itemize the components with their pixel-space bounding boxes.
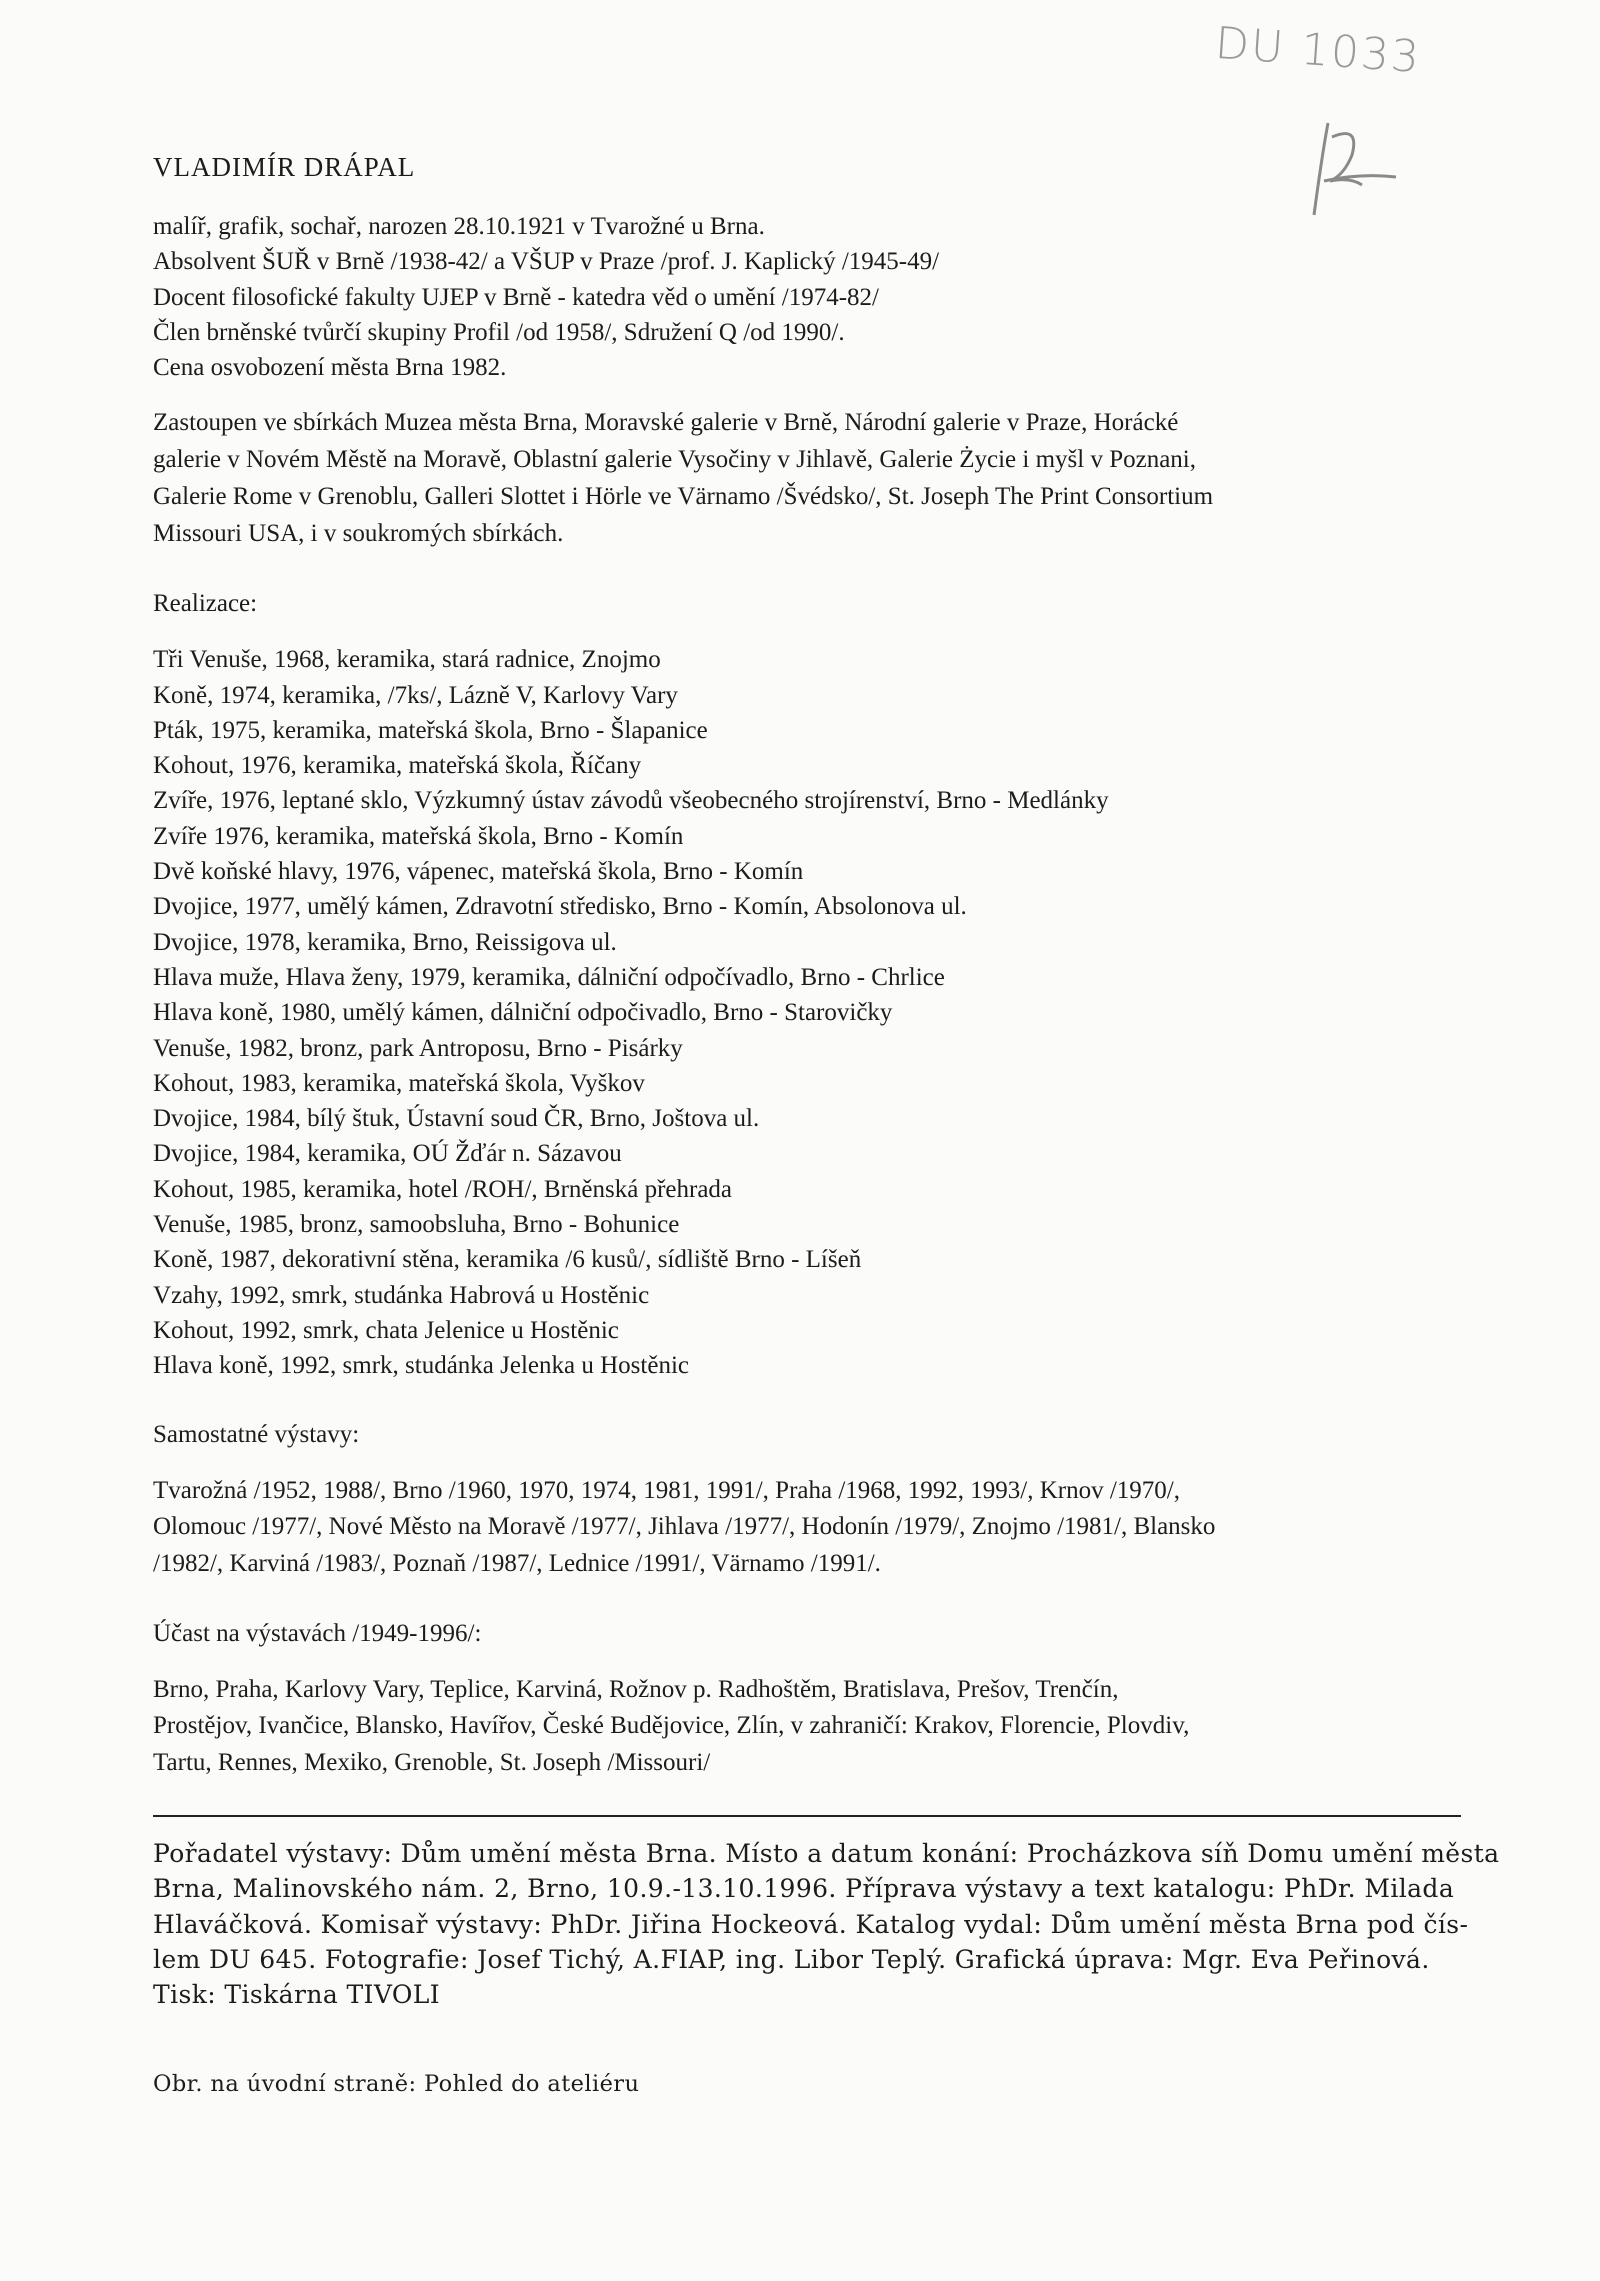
group-exhibitions-line: Brno, Praha, Karlovy Vary, Teplice, Karviná, Rožnov p. Radhoštěm, Bratislava, Prešov, Trenčín, bbox=[153, 1675, 1119, 1703]
realization-item: Kohout, 1992, smrk, chata Jelenice u Hostěnic bbox=[153, 1316, 619, 1344]
cover-image-note: Obr. na úvodní straně: Pohled do ateliéru bbox=[153, 2071, 640, 2097]
realization-item: Tři Venuše, 1968, keramika, stará radnice, Znojmo bbox=[153, 646, 661, 674]
realization-item: Dvojice, 1984, bílý štuk, Ústavní soud ČR, Brno, Joštova ul. bbox=[153, 1105, 760, 1133]
realizations-heading: Realizace: bbox=[153, 590, 258, 618]
realization-item: Dvojice, 1977, umělý kámen, Zdravotní středisko, Brno - Komín, Absolonova ul. bbox=[153, 893, 967, 921]
bio-line: Docent filosofické fakulty UJEP v Brně - katedra věd o umění /1974-82/ bbox=[153, 283, 879, 311]
group-exhibitions-line: Prostějov, Ivančice, Blansko, Havířov, České Budějovice, Zlín, v zahraničí: Krakov, Florencie, Plovdiv, bbox=[153, 1712, 1190, 1740]
solo-exhibitions-paragraph bbox=[153, 1473, 1473, 1583]
solo-exhibitions-heading: Samostatné výstavy: bbox=[153, 1420, 360, 1448]
collections-paragraph bbox=[153, 405, 1473, 552]
group-exhibitions-heading: Účast na výstavách /1949-1996/: bbox=[153, 1619, 482, 1647]
credits-line: lem DU 645. Fotografie: Josef Tichý, A.FIAP, ing. Libor Teplý. Grafická úprava: Mgr. Eva Peřinová. bbox=[153, 1944, 1430, 1974]
bio-line: Absolvent ŠUŘ v Brně /1938-42/ a VŠUP v Praze /prof. J. Kaplický /1945-49/ bbox=[153, 248, 940, 276]
realization-item: Venuše, 1985, bronz, samoobsluha, Brno - Bohunice bbox=[153, 1211, 680, 1239]
realization-item: Hlava koně, 1992, smrk, studánka Jelenka u Hostěnic bbox=[153, 1352, 689, 1380]
collections-line: galerie v Novém Městě na Moravě, Oblastní galerie Vysočiny v Jihlavě, Galerie Życie i myšl v Poznani, bbox=[153, 446, 1197, 474]
credits-line: Brna, Malinovského nám. 2, Brno, 10.9.-13.10.1996. Příprava výstavy a text katalogu: PhDr. Milada bbox=[153, 1874, 1455, 1904]
archive-number-mark: DU 1033 bbox=[1213, 17, 1423, 84]
realization-item: Koně, 1974, keramika, /7ks/, Lázně V, Karlovy Vary bbox=[153, 681, 678, 709]
solo-exhibitions-line: /1982/, Karviná /1983/, Poznaň /1987/, Lednice /1991/, Värnamo /1991/. bbox=[153, 1549, 881, 1577]
collections-line: Galerie Rome v Grenoblu, Galleri Slottet i Hörle ve Värnamo /Švédsko/, St. Joseph The Print Consortium bbox=[153, 482, 1214, 510]
realization-item: Hlava muže, Hlava ženy, 1979, keramika, dálniční odpočívadlo, Brno - Chrlice bbox=[153, 963, 945, 991]
exhibition-credits bbox=[153, 1836, 1500, 2012]
realization-item: Dvojice, 1984, keramika, OÚ Žďár n. Sázavou bbox=[153, 1140, 622, 1168]
realization-item: Kohout, 1983, keramika, mateřská škola, Vyškov bbox=[153, 1069, 645, 1097]
realizations-list bbox=[153, 642, 1473, 1383]
bio-line: Člen brněnské tvůrčí skupiny Profil /od 1958/, Sdružení Q /od 1990/. bbox=[153, 318, 845, 346]
realization-item: Hlava koně, 1980, umělý kámen, dálniční odpočivadlo, Brno - Starovičky bbox=[153, 999, 893, 1027]
section-divider bbox=[153, 1815, 1461, 1817]
credits-line: Pořadatel výstavy: Dům umění města Brna. Místo a datum konání: Procházkova síň Domu umění města bbox=[153, 1839, 1500, 1868]
collections-line: Missouri USA, i v soukromých sbírkách. bbox=[153, 519, 564, 547]
bio-line: malíř, grafik, sochař, narozen 28.10.1921 v Tvarožné u Brna. bbox=[153, 213, 765, 240]
realization-item: Kohout, 1985, keramika, hotel /ROH/, Brněnská přehrada bbox=[153, 1175, 733, 1203]
realization-item: Zvíře, 1976, leptané sklo, Výzkumný ústav závodů všeobecného strojírenství, Brno - Medlánky bbox=[153, 787, 1109, 815]
solo-exhibitions-line: Olomouc /1977/, Nové Město na Moravě /1977/, Jihlava /1977/, Hodonín /1979/, Znojmo /1981/, Blansko bbox=[153, 1513, 1216, 1541]
solo-exhibitions-line: Tvarožná /1952, 1988/, Brno /1960, 1970, 1974, 1981, 1991/, Praha /1968, 1992, 1993/, Krnov /1970/, bbox=[153, 1476, 1181, 1504]
collections-line: Zastoupen ve sbírkách Muzea města Brna, Moravské galerie v Brně, Národní galerie v Praze, Horácké bbox=[153, 409, 1179, 437]
credits-line: Tisk: Tiskárna TIVOLI bbox=[153, 1980, 441, 2010]
group-exhibitions-paragraph bbox=[153, 1672, 1473, 1782]
realization-item: Pták, 1975, keramika, mateřská škola, Brno - Šlapanice bbox=[153, 716, 708, 744]
realization-item: Koně, 1987, dekorativní stěna, keramika /6 kusů/, sídliště Brno - Líšeň bbox=[153, 1246, 862, 1274]
credits-line: Hlaváčková. Komisař výstavy: PhDr. Jiřina Hockeová. Katalog vydal: Dům umění města Brna pod čís- bbox=[153, 1909, 1469, 1939]
realization-item: Vzahy, 1992, smrk, studánka Habrová u Hostěnic bbox=[153, 1281, 650, 1309]
realization-item: Dvojice, 1978, keramika, Brno, Reissigova ul. bbox=[153, 928, 617, 956]
realization-item: Kohout, 1976, keramika, mateřská škola, Říčany bbox=[153, 752, 642, 780]
artist-name: VLADIMÍR DRÁPAL bbox=[153, 152, 416, 182]
document-body bbox=[153, 140, 1473, 1782]
bio-line: Cena osvobození města Brna 1982. bbox=[153, 354, 507, 382]
realization-item: Dvě koňské hlavy, 1976, vápenec, mateřská škola, Brno - Komín bbox=[153, 858, 804, 886]
group-exhibitions-line: Tartu, Rennes, Mexiko, Grenoble, St. Joseph /Missouri/ bbox=[153, 1749, 711, 1777]
realization-item: Venuše, 1982, bronz, park Antroposu, Brno - Pisárky bbox=[153, 1034, 683, 1062]
artist-bio bbox=[153, 209, 1473, 385]
realization-item: Zvíře 1976, keramika, mateřská škola, Brno - Komín bbox=[153, 822, 684, 850]
